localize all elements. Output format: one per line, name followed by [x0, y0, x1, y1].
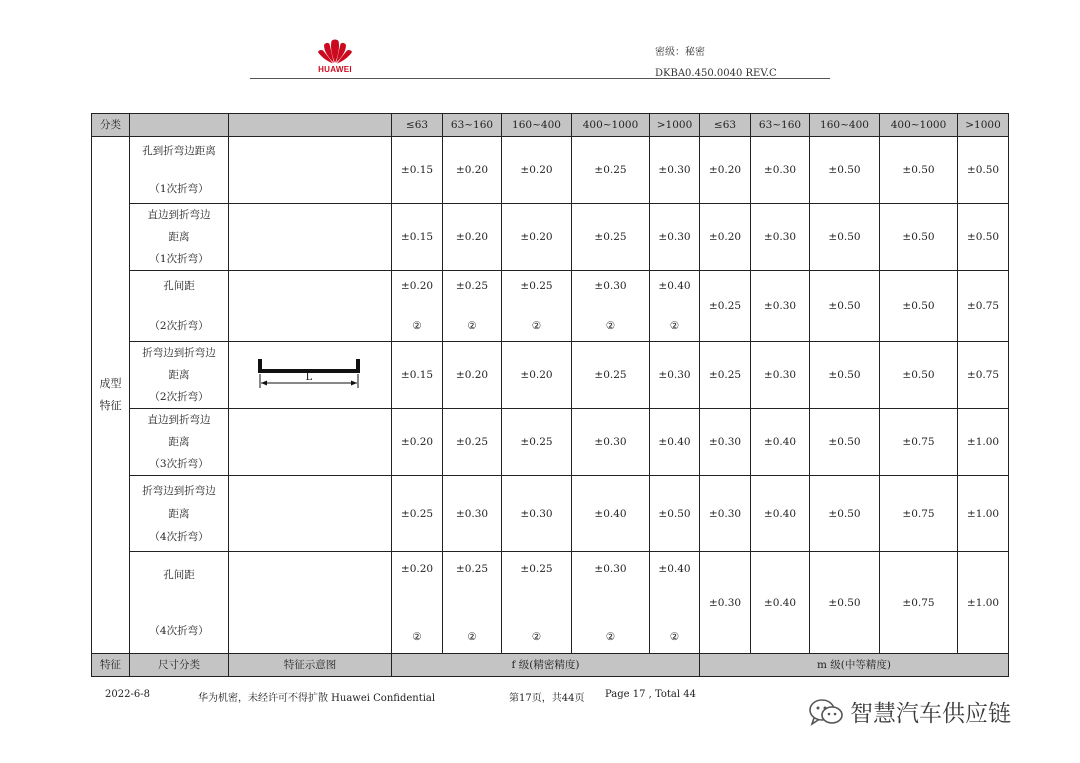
f-value: ±0.15 [392, 342, 443, 409]
f-value-cell [572, 271, 650, 342]
feature-line: （1次折弯） [149, 183, 209, 195]
feature-line: （2次折弯） [149, 320, 209, 332]
feature-line: 距离 [168, 507, 190, 520]
footer-date: 2022-6-8 [105, 689, 150, 700]
m-value: ±0.75 [880, 552, 958, 654]
m-value: ±0.30 [700, 552, 751, 654]
f-value-cell [650, 552, 700, 654]
m-value: ±0.30 [751, 204, 810, 271]
m-value: ±0.75 [880, 476, 958, 552]
feature-line: 孔间距 [163, 280, 195, 292]
document-number: DKBA0.450.0040 REV.C [655, 68, 777, 79]
feature-name [130, 342, 229, 409]
table-row [92, 409, 1009, 476]
f-value: ±0.20 [400, 562, 434, 575]
table-row [92, 476, 1009, 552]
feature-diagram-cell [229, 204, 392, 271]
m-value: ±0.50 [880, 137, 958, 204]
feature-line: 距离 [168, 231, 190, 243]
m-value: ±1.00 [958, 409, 1009, 476]
f-value: ±0.25 [502, 409, 572, 476]
m-value: ±0.50 [958, 204, 1009, 271]
m-value: ±1.00 [958, 476, 1009, 552]
f-value: ±0.15 [392, 137, 443, 204]
footer-confidential: 华为机密，未经许可不得扩散 Huawei Confidential [198, 693, 436, 704]
header-blank [130, 114, 229, 137]
f-value: ±0.25 [572, 204, 650, 271]
note-marker: ② [605, 320, 616, 332]
m-value: ±0.50 [880, 271, 958, 342]
m-value: ±0.25 [700, 271, 751, 342]
m-value: ±0.50 [810, 137, 880, 204]
m-value: ±0.30 [700, 409, 751, 476]
f-value: ±0.30 [443, 476, 502, 552]
feature-line: 距离 [168, 369, 190, 381]
f-value: ±0.25 [520, 562, 553, 575]
table-row [92, 204, 1009, 271]
feature-name [130, 552, 229, 654]
f-value: ±0.25 [572, 137, 650, 204]
diagram-header: 特征示意图 [229, 654, 392, 677]
category-label: 成型 [99, 377, 122, 390]
m-value: ±0.75 [958, 271, 1009, 342]
range-header: 63~160 [443, 114, 502, 137]
f-value: ±0.30 [594, 280, 627, 292]
f-value: ±0.40 [658, 562, 691, 575]
range-header: 160~400 [810, 114, 880, 137]
diagram-label: L [305, 372, 313, 383]
f-value: ±0.30 [502, 476, 572, 552]
footer-page-cn: 第17页，共44页 [509, 693, 585, 704]
f-value: ±0.20 [443, 204, 502, 271]
f-value: ±0.20 [443, 342, 502, 409]
feature-line: 孔到折弯边距离 [142, 145, 216, 157]
feature-line: 孔间距 [163, 568, 195, 581]
feature-line: 直边到折弯边 [147, 209, 211, 221]
feature-line: 折弯边到折弯边 [142, 484, 216, 497]
f-value: ±0.50 [650, 476, 700, 552]
m-value: ±0.50 [880, 342, 958, 409]
m-value: ±0.75 [958, 342, 1009, 409]
wechat-icon [808, 698, 844, 726]
note-marker: ② [605, 630, 616, 643]
m-value: ±0.20 [700, 204, 751, 271]
header-divider [250, 78, 830, 79]
range-header: 400~1000 [572, 114, 650, 137]
bend-diagram-icon [255, 355, 365, 395]
note-marker: ② [467, 320, 477, 332]
m-value: ±0.50 [810, 271, 880, 342]
note-marker: ② [467, 630, 477, 643]
feature-diagram-cell [229, 271, 392, 342]
f-value-cell [502, 552, 572, 654]
note-marker: ② [412, 630, 422, 643]
f-value: ±0.40 [572, 476, 650, 552]
f-value: ±0.20 [502, 204, 572, 271]
category-cell [92, 137, 130, 654]
f-value: ±0.30 [650, 137, 700, 204]
m-value: ±0.50 [810, 204, 880, 271]
logo-text: HUAWEI [318, 65, 352, 74]
m-value: ±0.40 [751, 552, 810, 654]
f-value-cell [443, 271, 502, 342]
range-header: >1000 [958, 114, 1009, 137]
feature-col-header: 特征 [92, 654, 130, 677]
m-value: ±0.50 [958, 137, 1009, 204]
table-footer-row [92, 654, 1009, 677]
feature-line: （1次折弯） [149, 253, 209, 265]
note-marker: ② [669, 320, 680, 332]
range-header: ≤63 [392, 114, 443, 137]
range-header: 400~1000 [880, 114, 958, 137]
f-value-cell [572, 552, 650, 654]
f-value-cell [392, 552, 443, 654]
f-value: ±0.30 [650, 342, 700, 409]
f-value: ±0.40 [658, 280, 691, 292]
table-row [92, 137, 1009, 204]
f-value: ±0.20 [392, 409, 443, 476]
f-value: ±0.20 [400, 280, 434, 292]
m-value: ±0.50 [810, 552, 880, 654]
feature-line: （4次折弯） [149, 530, 209, 543]
watermark [808, 695, 1011, 728]
f-value: ±0.25 [443, 409, 502, 476]
feature-diagram-cell [229, 476, 392, 552]
f-value: ±0.30 [650, 204, 700, 271]
category-header: 分类 [92, 114, 130, 137]
size-class-header: 尺寸分类 [130, 654, 229, 677]
range-header: ≤63 [700, 114, 751, 137]
note-marker: ② [669, 630, 680, 643]
m-value: ±0.30 [751, 342, 810, 409]
m-value: ±0.50 [810, 409, 880, 476]
f-grade-header: f 级(精密精度) [392, 654, 700, 677]
f-value: ±0.25 [455, 562, 489, 575]
m-value: ±0.25 [700, 342, 751, 409]
feature-line: （2次折弯） [149, 391, 209, 403]
f-value: ±0.15 [392, 204, 443, 271]
huawei-logo [305, 38, 365, 74]
f-value: ±0.25 [392, 476, 443, 552]
feature-line: （4次折弯） [149, 624, 209, 637]
security-level: 密级：秘密 [655, 47, 705, 58]
m-value: ±0.50 [810, 476, 880, 552]
note-marker: ② [531, 320, 542, 332]
table-row [92, 552, 1009, 654]
feature-diagram-cell [229, 552, 392, 654]
f-value: ±0.25 [572, 342, 650, 409]
footer-page-en: Page 17 , Total 44 [605, 689, 696, 700]
m-value: ±1.00 [958, 552, 1009, 654]
m-grade-header: m 级(中等精度) [700, 654, 1009, 677]
note-marker: ② [531, 630, 542, 643]
table-row [92, 271, 1009, 342]
table-header-row [92, 114, 1009, 137]
m-value: ±0.40 [751, 409, 810, 476]
f-value: ±0.25 [455, 280, 489, 292]
f-value: ±0.20 [502, 137, 572, 204]
f-value-cell [392, 271, 443, 342]
note-marker: ② [412, 320, 422, 332]
f-value: ±0.20 [502, 342, 572, 409]
feature-line: （3次折弯） [149, 458, 209, 470]
feature-diagram-cell [229, 342, 392, 409]
f-value: ±0.40 [650, 409, 700, 476]
category-label: 特征 [99, 399, 122, 412]
f-value: ±0.30 [572, 409, 650, 476]
feature-name [130, 137, 229, 204]
feature-diagram-cell [229, 409, 392, 476]
feature-diagram-cell [229, 137, 392, 204]
m-value: ±0.75 [880, 409, 958, 476]
f-value: ±0.25 [520, 280, 553, 292]
f-value-cell [502, 271, 572, 342]
feature-line: 折弯边到折弯边 [142, 347, 216, 359]
feature-line: 直边到折弯边 [147, 414, 211, 426]
m-value: ±0.40 [751, 476, 810, 552]
m-value: ±0.50 [810, 342, 880, 409]
table-row [92, 342, 1009, 409]
f-value: ±0.30 [594, 562, 627, 575]
watermark-text: 智慧汽车供应链 [850, 701, 1011, 727]
huawei-logo-icon [316, 38, 354, 64]
f-value: ±0.20 [443, 137, 502, 204]
range-header: 160~400 [502, 114, 572, 137]
m-value: ±0.20 [700, 137, 751, 204]
tolerance-table [91, 113, 1009, 677]
feature-name [130, 409, 229, 476]
f-value-cell [443, 552, 502, 654]
m-value: ±0.30 [700, 476, 751, 552]
m-value: ±0.50 [880, 204, 958, 271]
range-header: 63~160 [751, 114, 810, 137]
feature-name [130, 476, 229, 552]
f-value-cell [650, 271, 700, 342]
m-value: ±0.30 [751, 137, 810, 204]
m-value: ±0.30 [751, 271, 810, 342]
feature-name [130, 204, 229, 271]
header-blank [229, 114, 392, 137]
feature-name [130, 271, 229, 342]
range-header: >1000 [650, 114, 700, 137]
feature-line: 距离 [168, 436, 190, 448]
